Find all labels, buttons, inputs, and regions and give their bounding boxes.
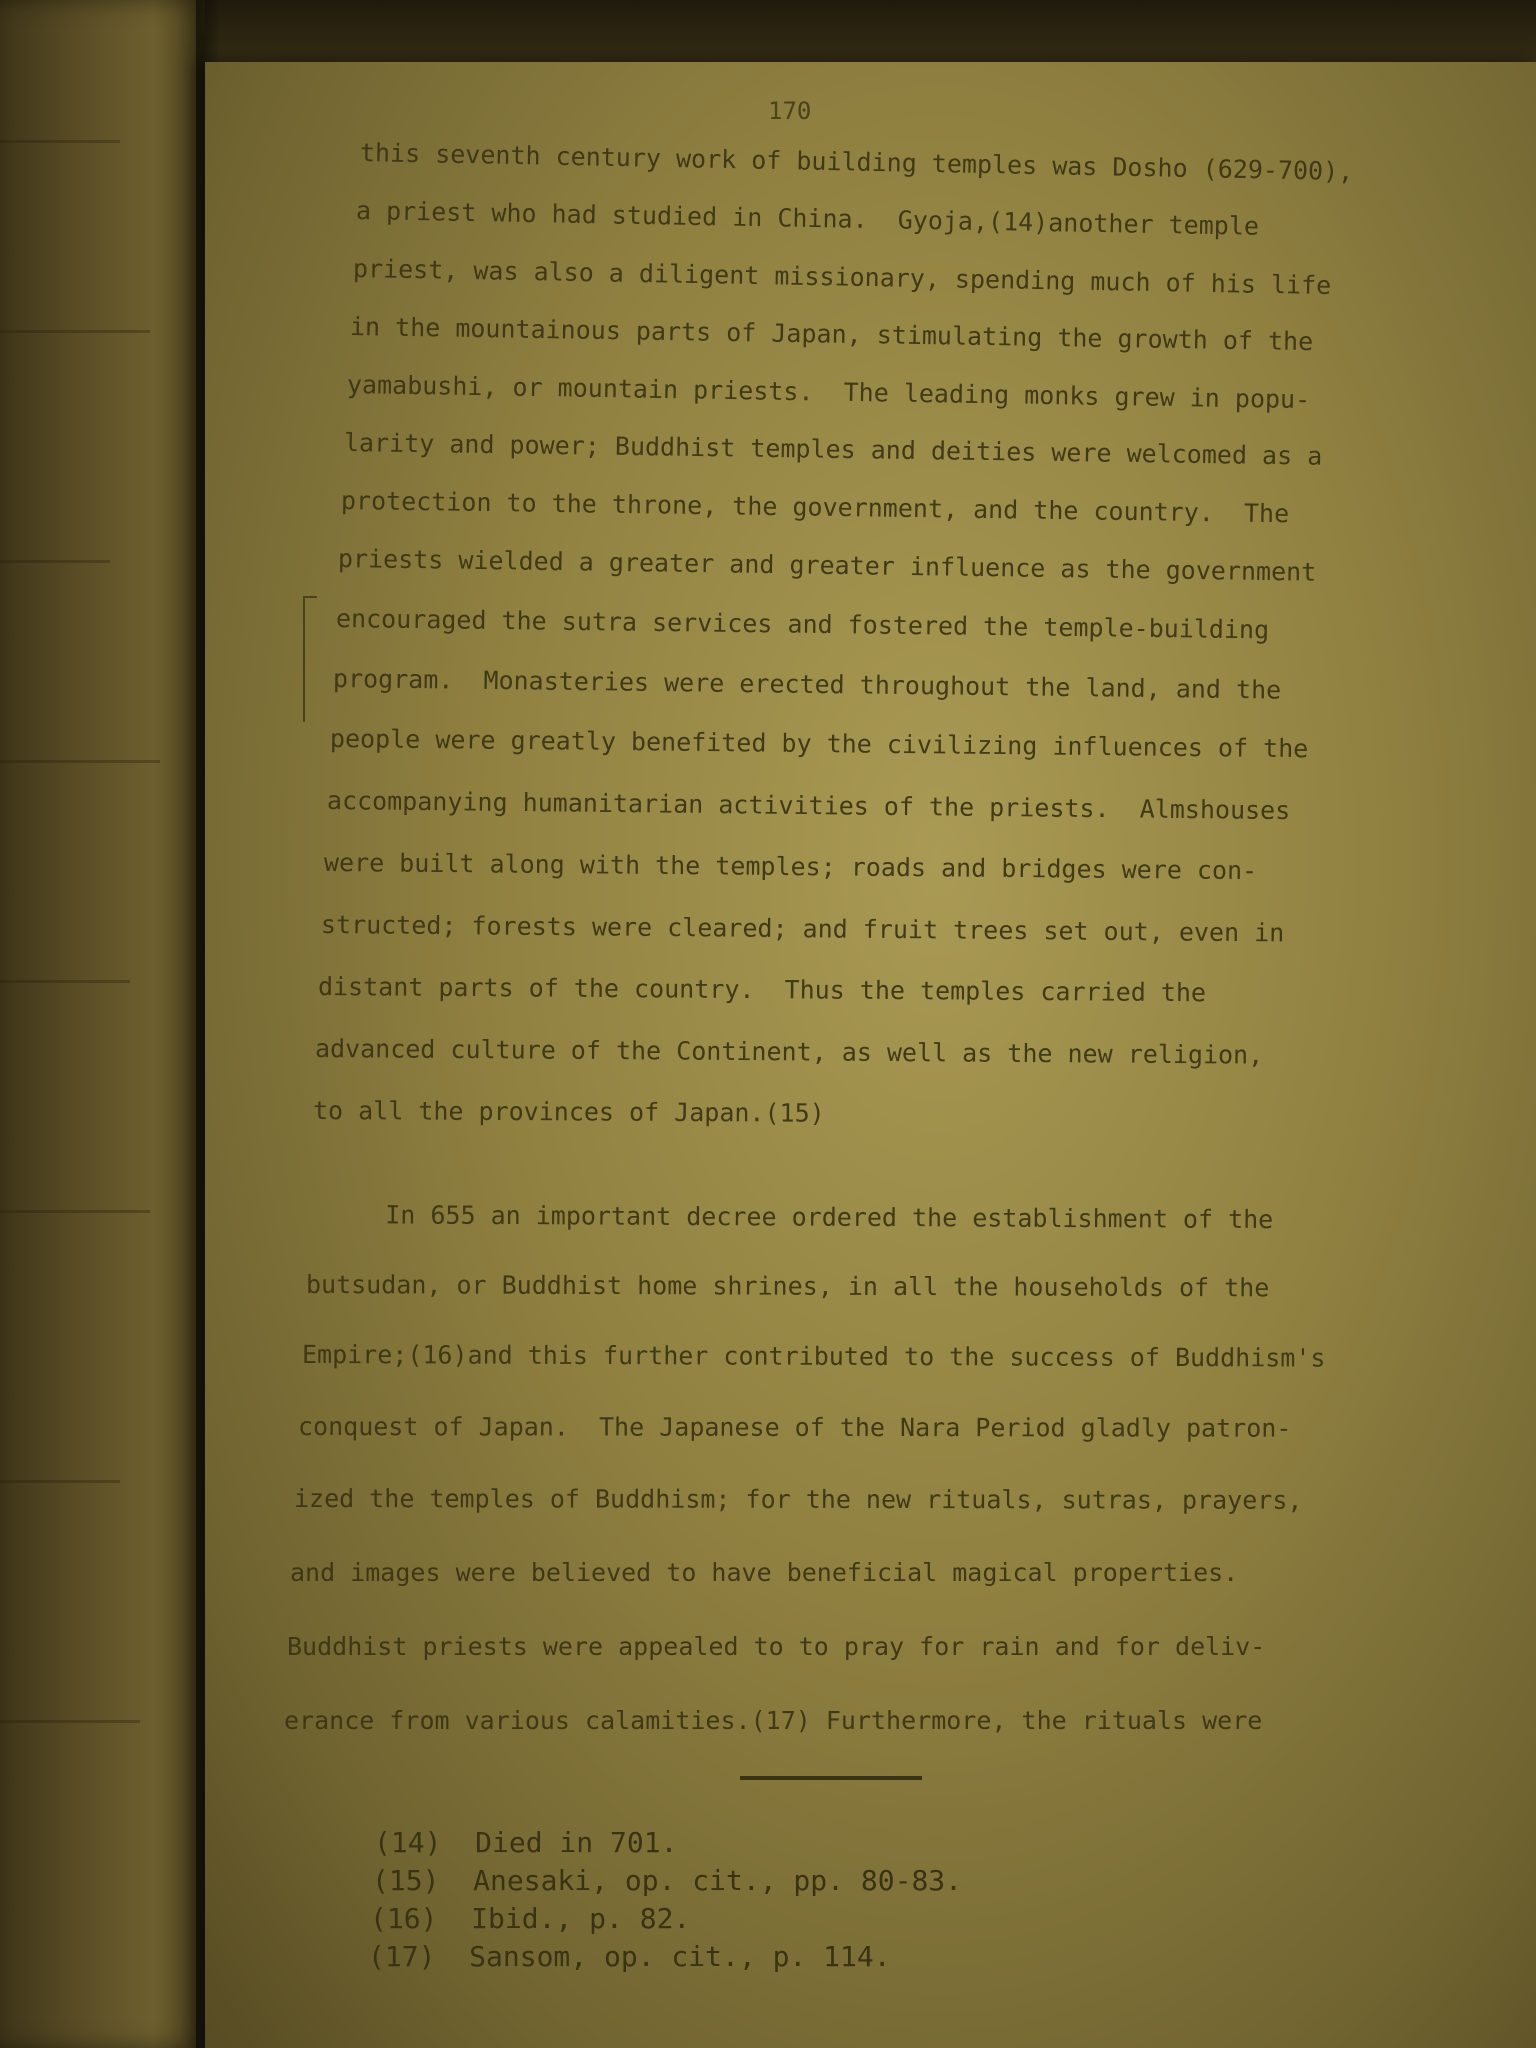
page-number: 170 <box>768 97 812 125</box>
text-line: were built along with the temples; roads and bridges were con- <box>323 848 1258 886</box>
footnote: (16) Ibid., p. 82. <box>370 1902 691 1935</box>
text-line: encouraged the sutra services and fostered the temple-building <box>335 604 1270 645</box>
text-line: Buddhist priests were appealed to to pray for rain and for deliv- <box>287 1632 1266 1661</box>
text-line: In 655 an important decree ordered the establishment of the <box>309 1200 1274 1235</box>
text-line: protection to the throne, the government, and the country. The <box>340 486 1290 529</box>
text-line: larity and power; Buddhist temples and deities were welcomed as a <box>343 428 1323 471</box>
text-line: distant parts of the country. Thus the temples carried the <box>317 972 1207 1008</box>
text-line: this seventh century work of building temples was Dosho (629-700), <box>359 138 1354 187</box>
text-line: in the mountainous parts of Japan, stimulating the growth of the <box>349 312 1314 357</box>
text-line: to all the provinces of Japan.(15) <box>312 1096 825 1128</box>
text-line: people were greatly benefited by the civilizing influences of the <box>329 724 1309 764</box>
text-line: and images were believed to have beneficial magical properties. <box>290 1558 1239 1587</box>
text-line: program. Monasteries were erected throughout the land, and the <box>332 664 1282 705</box>
text-line: yamabushi, or mountain priests. The leading monks grew in popu- <box>346 370 1311 415</box>
footnote-separator-rule <box>740 1776 922 1780</box>
left-facing-page <box>0 0 205 2048</box>
footnote: (17) Sansom, op. cit., p. 114. <box>368 1940 891 1973</box>
text-line: priest, was also a diligent missionary, spending much of his life <box>352 254 1332 301</box>
text-line: ized the temples of Buddhism; for the new rituals, sutras, prayers, <box>293 1484 1303 1515</box>
footnote: (15) Anesaki, op. cit., pp. 80-83. <box>372 1864 963 1897</box>
text-line: structed; forests were cleared; and fruit trees set out, even in <box>320 910 1285 948</box>
margin-bracket-mark <box>303 596 317 722</box>
footnote: (14) Died in 701. <box>374 1826 678 1859</box>
text-line: accompanying humanitarian activities of the priests. Almshouses <box>326 786 1291 826</box>
text-line: a priest who had studied in China. Gyoja,(14)another temple <box>355 196 1260 241</box>
text-line: advanced culture of the Continent, as well as the new religion, <box>314 1034 1264 1070</box>
text-line: priests wielded a greater and greater influence as the government <box>337 544 1317 587</box>
text-line: butsudan, or Buddhist home shrines, in all the households of the <box>305 1270 1270 1303</box>
text-line: erance from various calamities.(17) Furthermore, the rituals were <box>284 1706 1263 1735</box>
text-line: Empire;(16)and this further contributed to the success of Buddhism's <box>301 1340 1326 1373</box>
text-line: conquest of Japan. The Japanese of the Nara Period gladly patron- <box>297 1412 1292 1443</box>
